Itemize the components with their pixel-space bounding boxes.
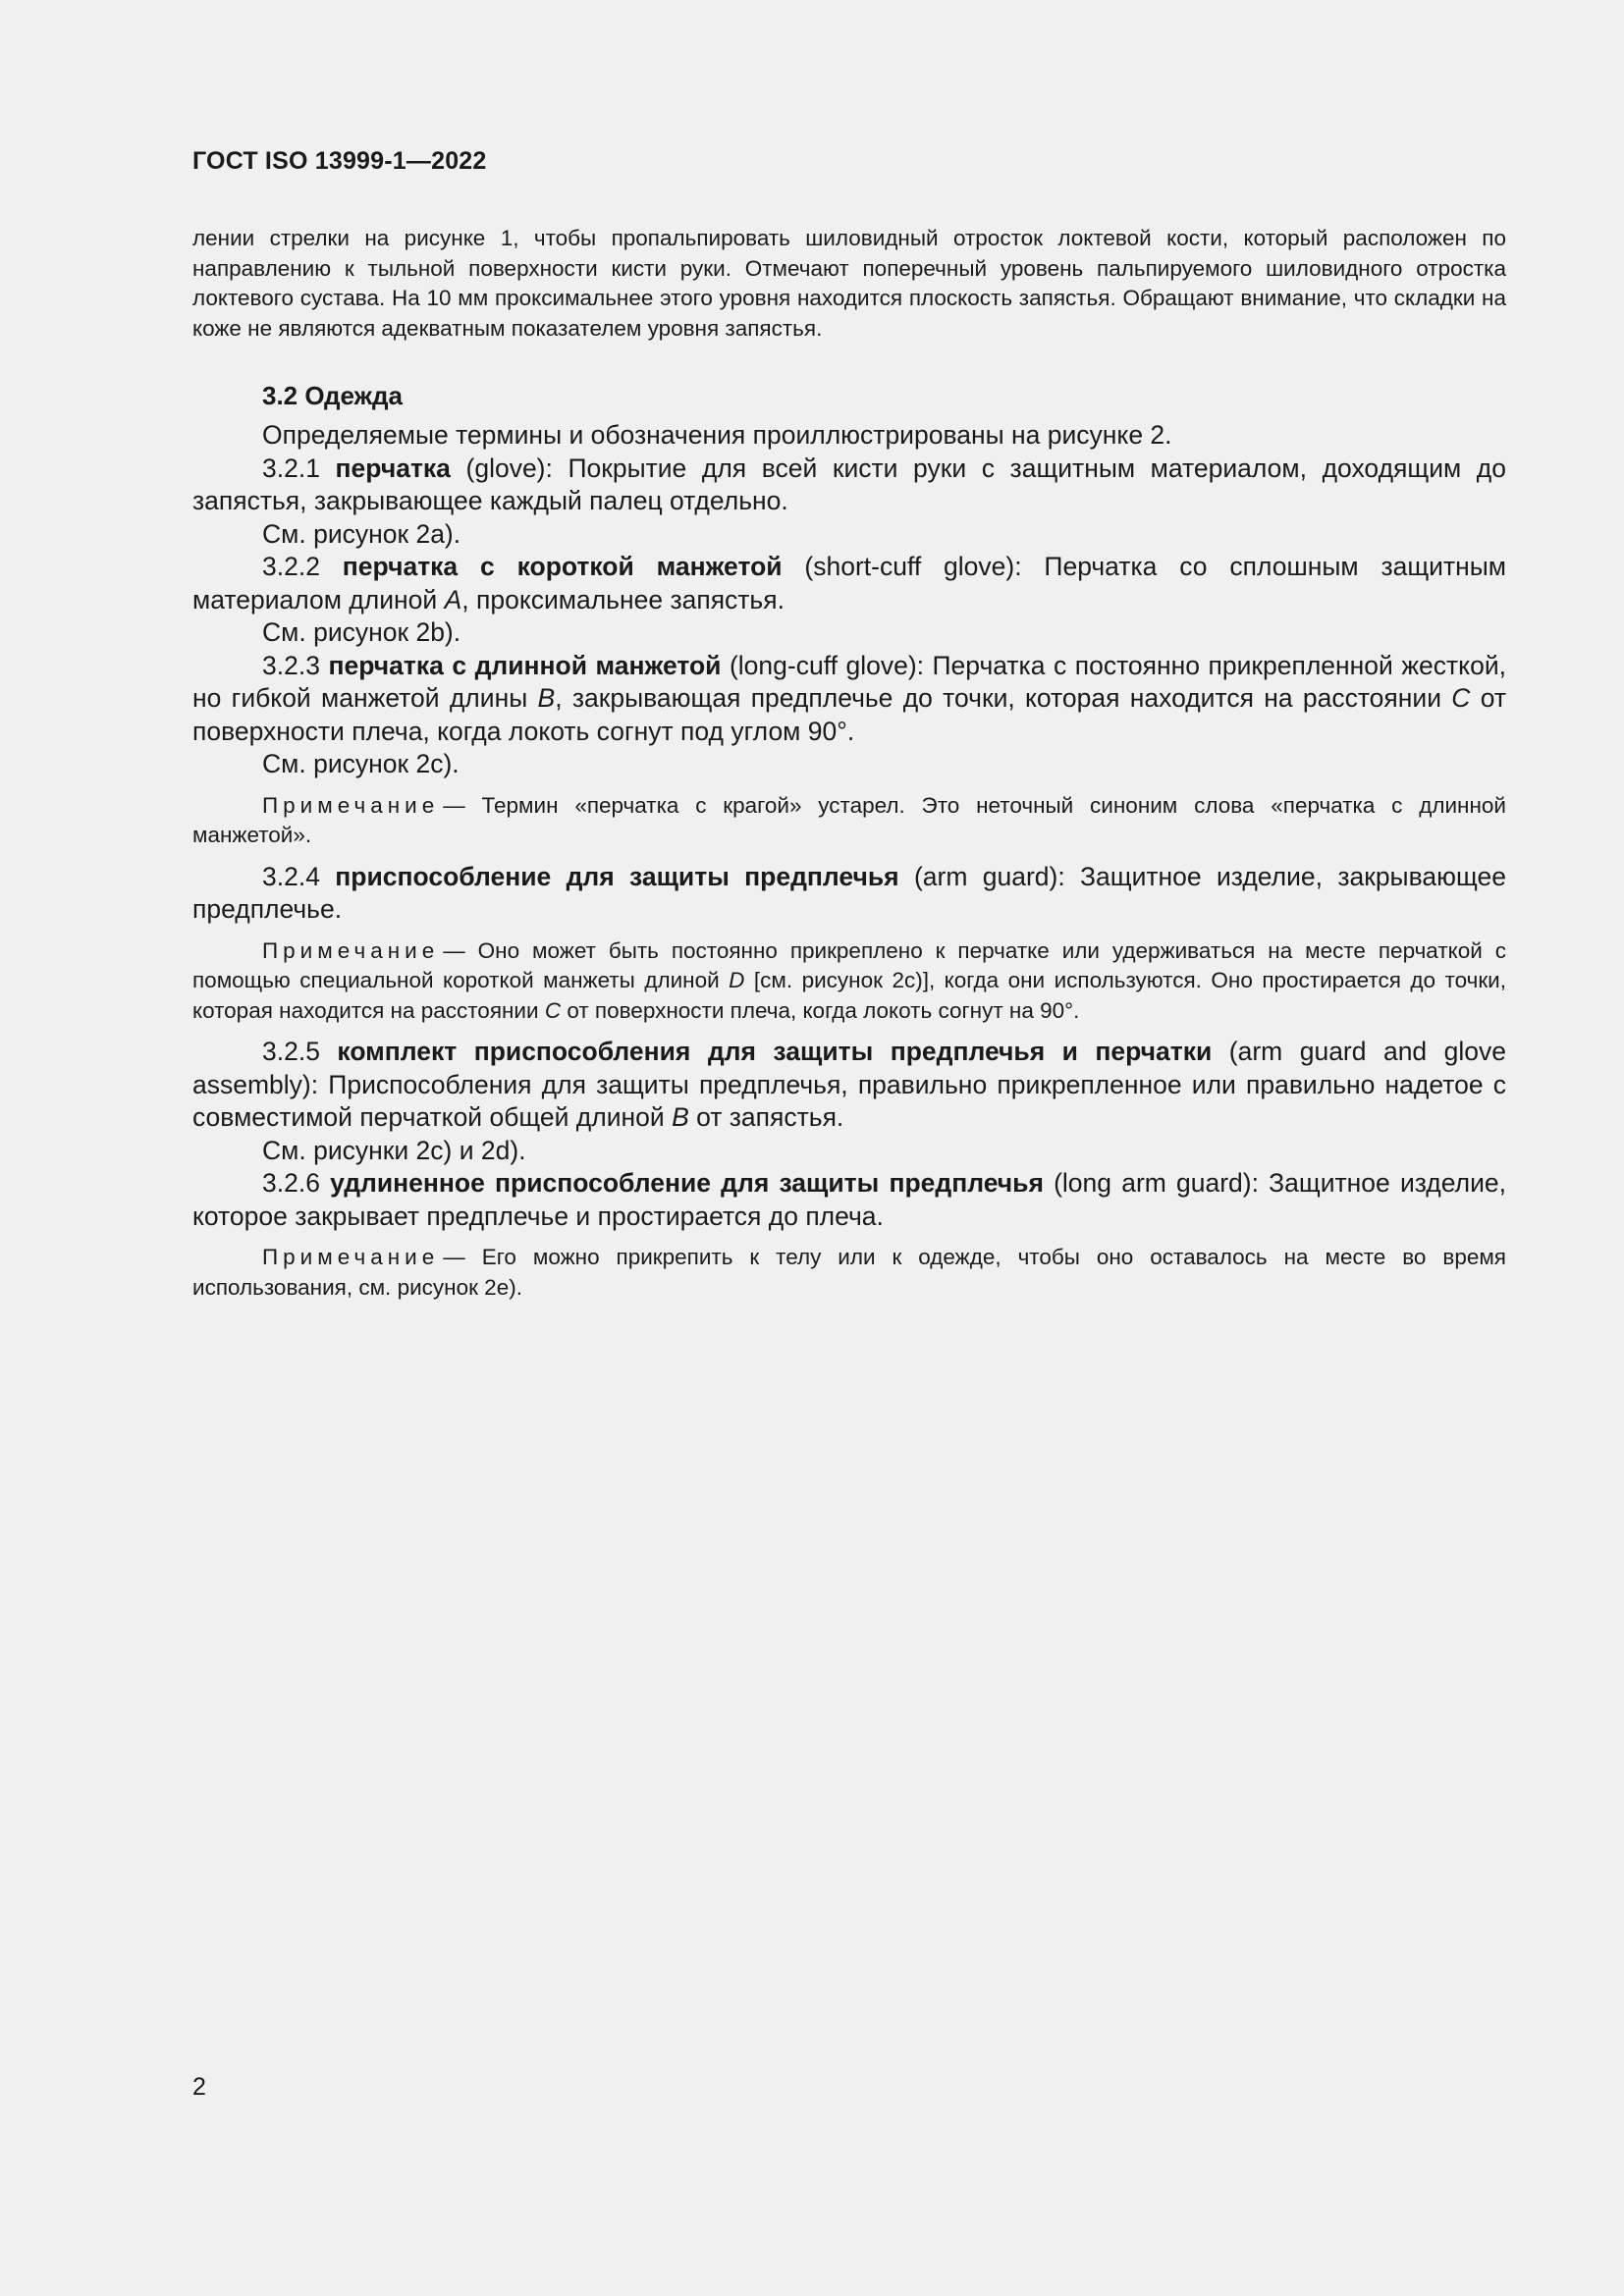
term-definition: , проксимальнее запястья. — [461, 584, 785, 614]
term-name: удлиненное приспособление для защиты предплечья — [330, 1168, 1044, 1198]
term-number: 3.2.4 — [262, 861, 320, 891]
term-3-2-6 — [192, 1167, 1506, 1233]
term-name: комплект приспособления для защиты предплечья и перчатки — [337, 1037, 1213, 1066]
term-3-2-2 — [192, 551, 1506, 616]
note-dash: — — [443, 1245, 465, 1269]
note-label: Примечание — [262, 792, 440, 818]
term-number: 3.2.1 — [262, 453, 320, 483]
note-dash: — — [443, 937, 465, 963]
note-text: Оно может быть постоянно прикреплено к перчатке или удерживаться на месте перчаткой с помощью специальной короткой манжеты длиной — [192, 937, 1506, 992]
term-variable: A — [444, 584, 462, 614]
term-name: перчатка с короткой манжетой — [342, 552, 783, 581]
term-definition: (long-cuff glove): Перчатка с постоянно прикрепленной жесткой, но гибкой манжетой длины — [192, 650, 1506, 713]
document-body — [192, 224, 1506, 1303]
note-variable: D — [729, 968, 745, 992]
term-name: приспособление для защиты предплечья — [335, 861, 899, 891]
intro-paragraph: лении стрелки на рисунке 1, чтобы пропальпировать шиловидный отросток локтевой кости, который расположен по направлению к тыльной поверхности кисти руки. Отмечают поперечный уровень пальпируемого шиловидного отростка локтевого сустава. На 10 мм проксимальнее этого уровня находится плоскость запястья. Обращают внимание, что складки на коже не являются адекватным показателем уровня запястья. — [192, 226, 1506, 341]
term-3-2-2-see: См. рисунок 2b). — [262, 617, 461, 647]
term-definition: (arm guard): Защитное изделие, закрывающее предплечье. — [192, 861, 1506, 924]
note-label: Примечание — [262, 937, 440, 963]
term-number: 3.2.2 — [262, 552, 320, 581]
term-3-2-5-see: См. рисунки 2с) и 2d). — [262, 1135, 526, 1165]
term-3-2-4 — [192, 861, 1506, 927]
note-2 — [192, 936, 1506, 1027]
term-number: 3.2.6 — [262, 1168, 320, 1198]
note-text: Его можно прикрепить к телу или к одежде, чтобы оно оставалось на месте во время использования, см. рисунок 2е). — [192, 1245, 1506, 1300]
note-text: Термин «перчатка с крагой» устарел. Это неточный синоним слова «перчатка с длинной манжетой». — [192, 792, 1506, 847]
section-title: 3.2 Одежда — [262, 381, 403, 410]
note-3 — [192, 1243, 1506, 1303]
note-1 — [192, 791, 1506, 851]
term-3-2-1 — [192, 453, 1506, 518]
term-3-2-1-see: См. рисунок 2а). — [262, 518, 461, 549]
term-definition: (arm guard and glove assembly): Приспособления для защиты предплечья, правильно прикрепленное или правильно надетое с совместимой перчаткой общей длиной — [192, 1037, 1506, 1132]
term-number: 3.2.5 — [262, 1037, 320, 1066]
section-lead: Определяемые термины и обозначения проиллюстрированы на рисунке 2. — [262, 420, 1172, 450]
term-definition: (short-cuff glove): Перчатка со сплошным защитным материалом длиной — [192, 552, 1506, 614]
note-variable: C — [544, 997, 562, 1023]
term-number: 3.2.3 — [262, 650, 320, 680]
term-3-2-5 — [192, 1036, 1506, 1135]
term-definition: (glove): Покрытие для всей кисти руки с защитным материалом, доходящим до запястья, закрывающее каждый палец отдельно. — [192, 453, 1506, 515]
note-text: [см. рисунок 2с)], когда они используются. Оно простирается до точки, которая находится на расстоянии — [192, 968, 1506, 1023]
note-label: Примечание — [262, 1245, 440, 1269]
term-definition: от запястья. — [688, 1102, 844, 1132]
note-dash: — — [443, 792, 465, 818]
term-3-2-3 — [192, 650, 1506, 749]
term-variable: B — [672, 1102, 689, 1132]
term-variable: C — [1451, 683, 1471, 713]
term-definition: от поверхности плеча, когда локоть согнут под углом 90°. — [192, 683, 1506, 746]
page-number: 2 — [192, 2073, 206, 2101]
term-definition: , закрывающая предплечье до точки, которая находится на расстоянии — [555, 683, 1452, 713]
term-name: перчатка с длинной манжетой — [328, 650, 722, 680]
term-3-2-3-see: См. рисунок 2c). — [262, 749, 460, 778]
document-header: ГОСТ ISO 13999-1—2022 — [192, 147, 487, 175]
term-variable: B — [537, 683, 556, 713]
note-text: от поверхности плеча, когда локоть согнут на 90°. — [561, 997, 1080, 1023]
term-name: перчатка — [335, 453, 451, 483]
term-definition: (long arm guard): Защитное изделие, которое закрывает предплечье и простирается до плеча. — [192, 1168, 1506, 1231]
